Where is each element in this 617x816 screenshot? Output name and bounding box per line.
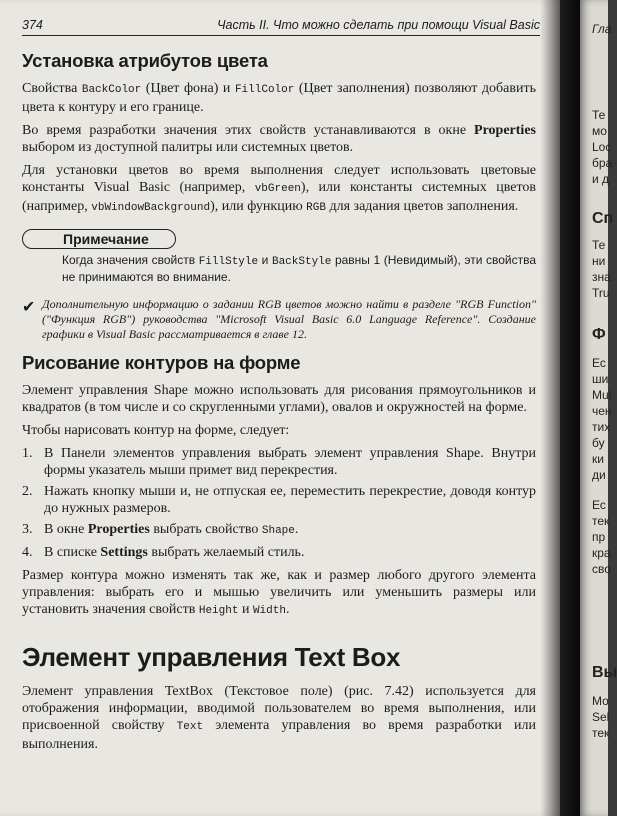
paragraph: Размер контура можно изменять так же, как и размер любого другого элемента управления: выбрать его и мышью увеличить или уменьшить размеры или установить значения свойств Height и Width. <box>22 568 536 617</box>
page-number: 374 <box>22 18 43 32</box>
code-text: RGB <box>306 202 326 214</box>
code-text: FillColor <box>234 84 295 96</box>
code-text: Shape <box>261 525 295 537</box>
paragraph: Для установки цветов во время выполнения следует использовать цветовые константы Visual Basic (например, vbGreen), или константы системных цветов (например, vbWindowBackground), или функцию RGB для задания цветов заполнения. <box>22 163 536 214</box>
code-text: Height <box>198 605 239 617</box>
running-header <box>22 18 540 36</box>
list-item: 3. В окне Properties выбрать свойство Shape. <box>22 522 299 537</box>
section-title-color: Установка атрибутов цвета <box>22 50 268 71</box>
bold-term: Settings <box>100 545 148 560</box>
tip-block <box>22 297 536 342</box>
paragraph: Свойства BackColor (Цвет фона) и FillColor (Цвет заполнения) позволяют добавить цвета к контуру и его границе. <box>22 81 536 115</box>
section-title-shapes: Рисование контуров на форме <box>22 352 301 373</box>
book-spine-shadow <box>540 0 580 816</box>
code-text: BackStyle <box>271 256 332 268</box>
page-content <box>22 50 536 759</box>
code-text: vbGreen <box>254 183 301 195</box>
running-title: Часть II. Что можно сделать при помощи Visual Basic <box>217 18 540 32</box>
bold-term: Properties <box>87 522 150 537</box>
paragraph: Элемент управления Shape можно использовать для рисования прямоугольников и квадратов (в том числе и со скругленными углами), овалов и окружностей на форме. <box>22 383 536 415</box>
next-page-edge: Гла Те мо Loc бра и д Сп Те ни зна Tru Ф Ес ши Mul чен тих бу ки ди Ес тек пр кра сво Вы Мо Sel тек <box>580 0 608 816</box>
section-title-textbox: Элемент управления Text Box <box>22 642 401 672</box>
paragraph: Элемент управления TextBox (Текстовое поле) (рис. 7.42) используется для отображения информации, вводимой пользователем во время выполнения, или присвоенной свойству Text элемента управления во время разработки или выполнения. <box>22 684 536 752</box>
list-item: 1. В Панели элементов управления выбрать элемент управления Shape. Внутри формы указатель мыши примет вид перекрестия. <box>22 446 536 478</box>
list-item: 2. Нажать кнопку мыши и, не отпуская ее, переместить перекрестие, доводя контур до нужных размеров. <box>22 484 536 516</box>
note-label: Примечание <box>22 229 176 249</box>
paragraph: Во время разработки значения этих свойств устанавливаются в окне Properties выбором из доступной палитры или системных цветов. <box>22 123 536 155</box>
code-text: BackColor <box>81 84 142 96</box>
bold-term: Properties <box>474 123 536 138</box>
list-item: 4. В списке Settings выбрать желаемый стиль. <box>22 545 305 560</box>
code-text: vbWindowBackground <box>91 202 211 214</box>
checkmark-icon: ✔ <box>22 299 36 316</box>
paragraph: Чтобы нарисовать контур на форме, следует: <box>22 423 290 438</box>
tip-text: Дополнительную информацию о задании RGB цветов можно найти в разделе "RGB Function" ("Функция RGB") руководства "Microsoft Visual Basic 6.0 Language Reference". Создание графики в Visual Basic рассматривается в главе 12. <box>42 297 536 341</box>
note-text: Когда значения свойств FillStyle и BackStyle равны 1 (Невидимый), эти свойства не принимаются во внимание. <box>62 253 537 284</box>
code-text: FillStyle <box>198 256 259 268</box>
steps-list <box>22 445 536 561</box>
code-text: Width <box>252 605 286 617</box>
code-text: Text <box>176 721 204 733</box>
